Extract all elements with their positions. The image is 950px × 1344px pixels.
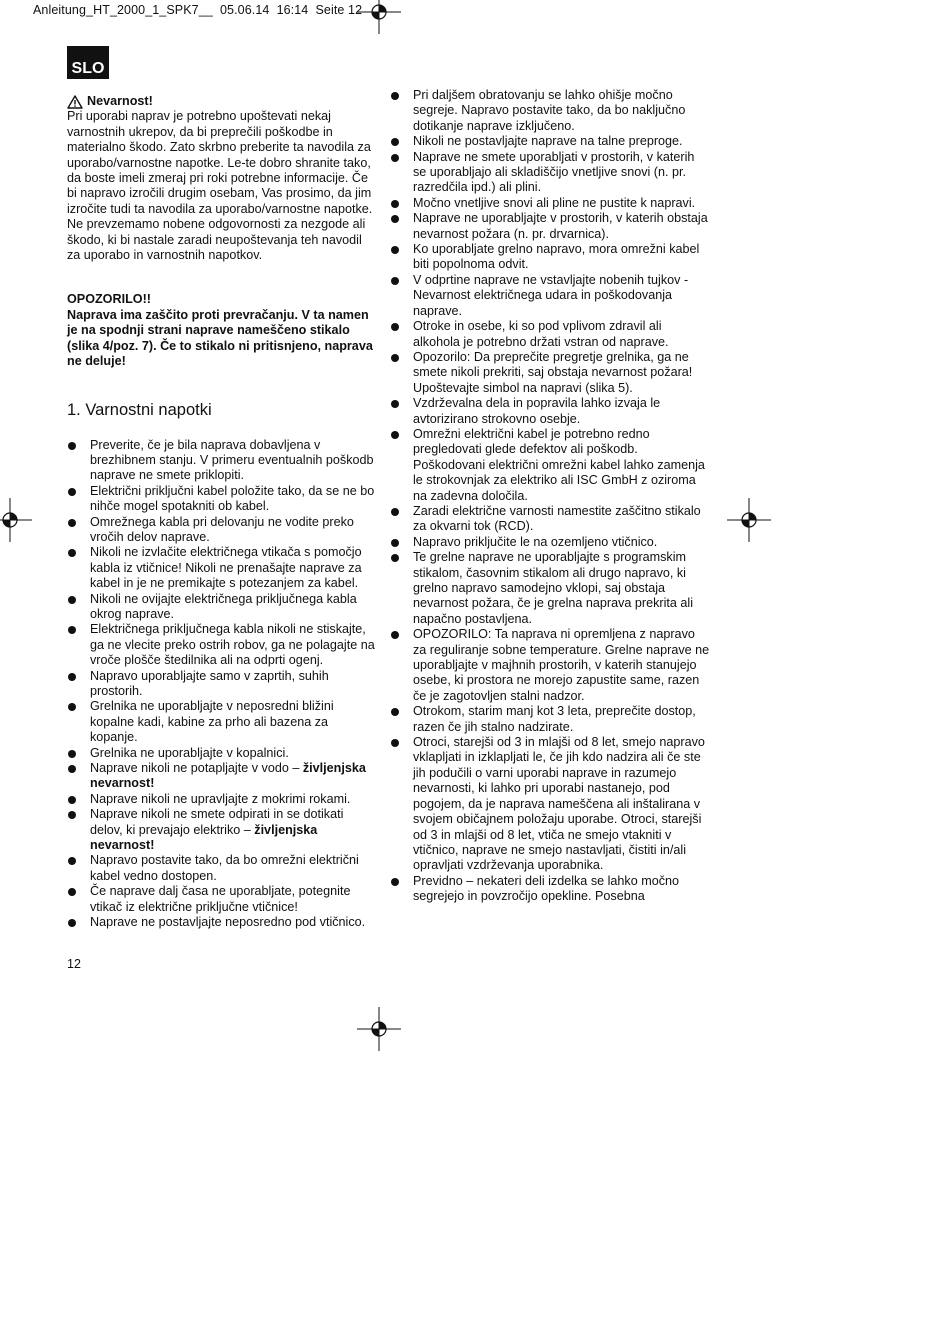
bullet-icon xyxy=(391,154,399,162)
bullet-icon xyxy=(68,919,76,927)
bullet-icon xyxy=(391,739,399,747)
bullet-icon xyxy=(68,888,76,896)
list-item-text: Grelnika ne uporabljajte v kopalnici. xyxy=(90,745,289,760)
safety-list-left xyxy=(67,438,377,931)
list-item-text: Napravo postavite tako, da bo omrežni električni kabel vedno dostopen. xyxy=(90,853,359,883)
list-item xyxy=(67,622,377,668)
list-item xyxy=(67,746,377,761)
registration-mark-right xyxy=(727,498,771,542)
warning-block xyxy=(67,292,377,369)
list-item-text: Naprave ne smete uporabljati v prostorih, v katerih se uporabljajo ali skladiščijo vnetljive snovi (n. pr. razredčila ipd.) ali plini. xyxy=(413,149,695,195)
language-badge: SLO xyxy=(67,46,109,79)
list-item xyxy=(390,874,710,905)
list-item xyxy=(390,504,710,535)
warning-heading: OPOZORILO!! xyxy=(67,292,151,307)
list-item xyxy=(390,350,710,396)
list-item-text: Napravo priključite le na ozemljeno vtičnico. xyxy=(413,534,658,549)
list-item xyxy=(67,915,377,930)
registration-mark-bottom xyxy=(357,1007,401,1051)
list-item xyxy=(390,242,710,273)
list-item xyxy=(67,438,377,484)
bullet-icon xyxy=(68,519,76,527)
bullet-icon xyxy=(391,431,399,439)
bullet-icon xyxy=(391,138,399,146)
danger-emphasis: življenjska nevarnost! xyxy=(90,822,318,853)
list-item-text: Pri daljšem obratovanju se lahko ohišje močno segreje. Napravo postavite tako, da bo naključno dotikanje naprave izključeno. xyxy=(413,88,686,133)
list-item xyxy=(67,515,377,546)
danger-heading xyxy=(67,94,377,109)
bullet-icon xyxy=(391,215,399,223)
list-item-text: Grelnika ne uporabljajte v neposredni bližini kopalne kadi, kabine za prho ali bazena za kopanje. xyxy=(90,699,334,745)
list-item xyxy=(390,150,710,196)
list-item xyxy=(67,807,377,853)
bullet-icon xyxy=(68,596,76,604)
list-item xyxy=(390,396,710,427)
list-item xyxy=(67,792,377,807)
list-item xyxy=(390,735,710,874)
list-item-text: Nikoli ne postavljajte naprave na talne preproge. xyxy=(413,134,683,149)
bullet-icon xyxy=(68,488,76,496)
danger-heading-text: Nevarnost! xyxy=(87,94,153,108)
section-title: 1. Varnostni napotki xyxy=(67,400,212,419)
list-item-text: Preverite, če je bila naprava dobavljena v brezhibnem stanju. V primeru eventualnih poškodb naprave ne smete priklopiti. xyxy=(90,437,374,483)
registration-mark-top xyxy=(357,0,401,34)
left-column xyxy=(67,94,377,931)
list-item-text: Naprave ne postavljajte neposredno pod vtičnico. xyxy=(90,915,366,930)
bullet-icon xyxy=(68,673,76,681)
list-item-text: Močno vnetljive snovi ali pline ne pustite k napravi. xyxy=(413,195,696,210)
list-item xyxy=(390,319,710,350)
bullet-icon xyxy=(391,323,399,331)
list-item xyxy=(390,535,710,550)
list-item xyxy=(67,884,377,915)
list-item-text: Naprave ne uporabljajte v prostorih, v katerih obstaja nevarnost požara (n. pr. drvarnica). xyxy=(413,211,708,241)
list-item-text: Previdno – nekateri deli izdelka se lahko močno segrejejo in povzročijo opekline. Posebna xyxy=(413,873,680,904)
list-item xyxy=(390,88,710,134)
danger-text: Pri uporabi naprav je potrebno upoštevati nekaj varnostnih ukrepov, da bi preprečili poškodbe in materialno škodo. Zato skrbno preberite ta navodila za uporabo/varnostne napotke. Le-te dobro shranite tako, da boste imeli zmeraj pri roki potrebne informacije. Če bi napravo izročili drugim osebam, Vas prosimo, da jim izročite tudi ta navodila za uporabo/varnostne napotke. Ne prevzemamo nobene odgovornosti za nezgode ali škodo, ki bi nastale zaradi neupoštevanja teh navodil za uporabo in varnostnih napotkov. xyxy=(67,109,373,263)
bullet-icon xyxy=(391,354,399,362)
bullet-icon xyxy=(68,750,76,758)
list-item xyxy=(390,704,710,735)
list-item-text: Omrežni električni kabel je potrebno redno pregledovati glede defektov ali poškodb. Poškodovani električni omrežni kabel lahko zamenja le strokovnjak za elektriko ali ISC GmbH z oziroma na zadevna določila. xyxy=(413,426,705,503)
list-item xyxy=(67,484,377,515)
list-item-text: OPOZORILO: Ta naprava ni opremljena z napravo za reguliranje sobne temperature. Grelne naprave ne uporabljajte v majhnih prostorih, v katerih stanujejo osebe, ki prostora ne morejo zapustite same, razen če je zagotovljen stalni nadzor. xyxy=(413,627,710,703)
list-item xyxy=(67,545,377,591)
list-item-text: Otroci, starejši od 3 in mlajši od 8 let, smejo napravo vklapljati in izklapljati le, če jih kdo nadzira ali če ste jih podučili o varni uporabi naprave in razumejo nevarnosti, ki lahko pri uporabi nastanejo, pod pogojem, da je naprava nameščena ali inštalirana v svojem običajnem položaju uporabe. Otroci, starejši od 3 in mlajši od 8 let, vtiča ne smejo vtakniti v vtičnico, naprave ne smejo nastavljati, čistiti in/ali opravljati vzdrževanja uporabnika. xyxy=(413,735,705,873)
list-item-text: Električnega priključnega kabla nikoli ne stiskajte, ga ne vlecite preko ostrih robov, ga ne polagajte na vroče plošče štedilnika ali na odprti ogenj. xyxy=(90,622,375,668)
list-item-text: Vzdrževalna dela in popravila lahko izvaja le avtorizirano strokovno osebje. xyxy=(413,396,661,426)
bullet-icon xyxy=(68,857,76,865)
page-number: 12 xyxy=(67,957,81,971)
list-item-text: Naprave nikoli ne smete odpirati in se dotikati delov, ki prevajajo elektriko – xyxy=(90,807,344,837)
list-item xyxy=(390,211,710,242)
list-item xyxy=(67,699,377,745)
list-item-text: Nikoli ne izvlačite električnega vtikača s pomočjo kabla iz vtičnice! Nikoli ne prenašajte naprave za kabel in je ne premikajte s potezanjem za kabel. xyxy=(90,545,362,591)
list-item xyxy=(67,592,377,623)
list-item xyxy=(67,853,377,884)
list-item-text: Omrežnega kabla pri delovanju ne vodite preko vročih delov naprave. xyxy=(90,514,354,544)
list-item-text: Zaradi električne varnosti namestite zaščitno stikalo za okvarni tok (RCD). xyxy=(413,503,701,534)
list-item-text: Naprave nikoli ne upravljajte z mokrimi rokami. xyxy=(90,791,351,806)
list-item-text: Naprave nikoli ne potapljajte v vodo – xyxy=(90,761,303,776)
bullet-icon xyxy=(391,708,399,716)
print-header: Anleitung_HT_2000_1_SPK7__ 05.06.14 16:14 Seite 12 xyxy=(33,3,363,17)
list-item xyxy=(390,550,710,627)
bullet-icon xyxy=(68,626,76,634)
danger-emphasis: življenjska nevarnost! xyxy=(90,761,366,791)
list-item-text: Otrokom, starim manj kot 3 leta, preprečite dostop, razen če jih stalno nadzirate. xyxy=(413,704,696,734)
list-item xyxy=(390,427,710,504)
list-item xyxy=(390,196,710,211)
bullet-icon xyxy=(68,796,76,804)
bullet-icon xyxy=(391,508,399,516)
list-item-text: Opozorilo: Da preprečite pregretje grelnika, ga ne smete nikoli prekriti, saj obstaja nevarnost požara! Upoštevajte simbol na napravi (slika 5). xyxy=(413,349,693,395)
registration-mark-left xyxy=(0,498,32,542)
list-item-text: Ko uporabljate grelno napravo, mora omrežni kabel biti popolnoma odvit. xyxy=(413,242,700,272)
bullet-icon xyxy=(391,631,399,639)
list-item xyxy=(67,669,377,700)
bullet-icon xyxy=(391,246,399,254)
bullet-icon xyxy=(391,400,399,408)
list-item xyxy=(67,761,377,792)
list-item xyxy=(390,134,710,149)
bullet-icon xyxy=(68,765,76,773)
list-item-text: Napravo uporabljajte samo v zaprtih, suhih prostorih. xyxy=(90,668,329,698)
safety-list-right xyxy=(390,88,710,905)
bullet-icon xyxy=(68,549,76,557)
bullet-icon xyxy=(68,442,76,450)
list-item xyxy=(390,627,710,704)
bullet-icon xyxy=(391,878,399,886)
bullet-icon xyxy=(68,703,76,711)
list-item-text: Otroke in osebe, ki so pod vplivom zdravil ali alkohola je potrebno držati vstran od naprave. xyxy=(413,319,669,349)
bullet-icon xyxy=(68,811,76,819)
list-item xyxy=(390,273,710,319)
list-item-text: Nikoli ne ovijajte električnega priključnega kabla okrog naprave. xyxy=(90,591,357,621)
bullet-icon xyxy=(391,200,399,208)
list-item-text: Če naprave dalj časa ne uporabljate, potegnite vtikač iz električne priključne vtičnice! xyxy=(90,884,351,914)
bullet-icon xyxy=(391,554,399,562)
bullet-icon xyxy=(391,92,399,100)
list-item-text: Električni priključni kabel položite tako, da se ne bo nihče mogel spotakniti ob kabel. xyxy=(90,483,375,514)
right-column xyxy=(390,88,710,905)
bullet-icon xyxy=(391,277,399,285)
warning-text: Naprava ima zaščito proti prevračanju. V ta namen je na spodnji strani naprave nameščeno stikalo (slika 4/poz. 7). Če to stikalo ni pritisnjeno, naprava ne deluje! xyxy=(67,307,373,369)
list-item-text: V odprtine naprave ne vstavljajte nobenih tujkov - Nevarnost električnega udara in poškodovanja naprave. xyxy=(413,272,689,318)
list-item-text: Te grelne naprave ne uporabljajte s programskim stikalom, časovnim stikalom ali drugo napravo, ki grelno napravo samodejno vklopi, saj obstaja nevarnost požara, če je grelna naprava prekrita ali napačno postavljena. xyxy=(413,550,694,626)
warning-triangle-icon xyxy=(67,95,83,109)
bullet-icon xyxy=(391,539,399,547)
